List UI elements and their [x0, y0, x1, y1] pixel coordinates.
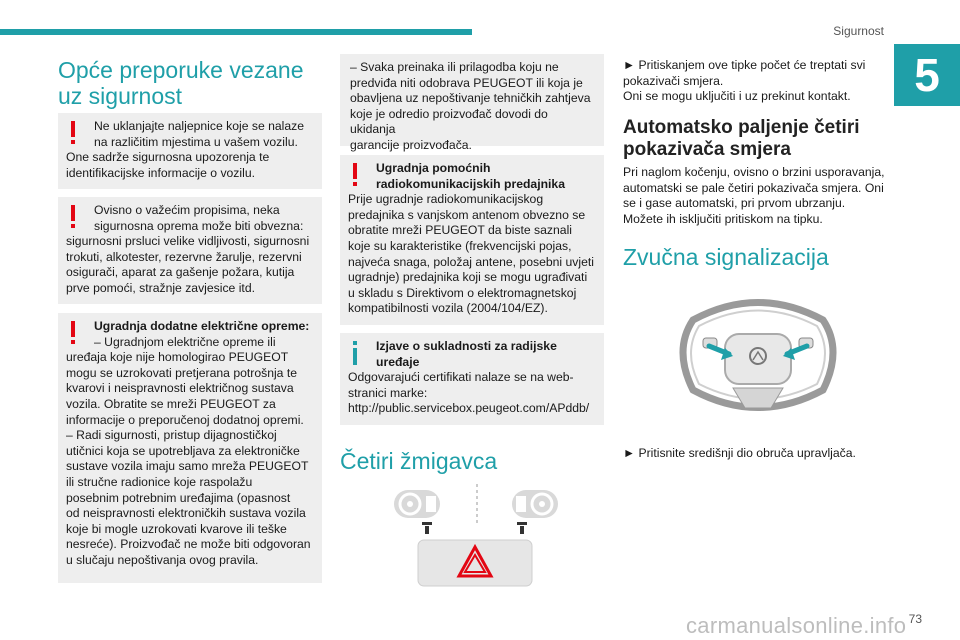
text-line: sustave vozila imaju samo mreža PEUGEOT: [66, 459, 309, 474]
text-line: Ugradnja dodatne električne opreme:: [94, 319, 310, 333]
steering-wheel-icon: [683, 303, 833, 409]
info-box-conformity: [340, 333, 604, 425]
text-line: u skladu s Direktivom o elektromagnetskoj: [348, 285, 577, 300]
text-line: Ovisno o važećim propisima, neka: [94, 203, 280, 217]
steering-wheel-icon: [512, 490, 558, 518]
title-line: Opće preporuke vezane: [58, 57, 304, 83]
text-line: ili stručne radionice koje raspolažu: [66, 474, 253, 489]
title-line: uz sigurnost: [58, 83, 183, 109]
text-line: na različitim mjestima u vašem vozilu.: [94, 134, 298, 149]
text-line: ► Pritiskanjem ove tipke počet će treptati svi: [623, 58, 866, 72]
section-title-horn: Zvučna signalizacija: [623, 244, 829, 270]
header-accent-bar: [0, 29, 472, 35]
text-line: Možete ih isključiti pritiskom na tipku.: [623, 211, 823, 226]
title-line: pokazivača smjera: [623, 139, 791, 160]
text-line: uređaje: [376, 354, 420, 369]
text-line: informacije o preporučenoj dodatnoj opremi.: [66, 412, 304, 427]
text-line: garancije proizvođača.: [350, 137, 472, 152]
warning-box-equipment: [58, 197, 322, 304]
text-line: Oni se mogu uključiti i uz prekinut kontakt.: [623, 89, 851, 104]
text-line: Ugradnja pomoćnih: [376, 161, 491, 175]
text-line: automatski se pale četiri pokazivača smjera. Oni: [623, 180, 884, 195]
text-line: posebnim potrebnim uređajima (opasnost: [66, 490, 291, 505]
warning-box-radio-transmitters: [340, 155, 604, 325]
auto-hazard-paragraph: [623, 165, 887, 227]
text-line: Prije ugradnje radiokomunikacijskog: [348, 192, 544, 207]
text-line: koje bi mogle uzrokovati kvarove ili teške: [66, 521, 287, 536]
section-title-auto-hazard: [623, 117, 887, 161]
text-line: radiokomunikacijskih predajnika: [376, 176, 565, 191]
warning-box-modification: [340, 54, 604, 152]
text-line: predajnika s vanjskom antenom obvezno se: [348, 207, 586, 222]
text-line: trokuti, alkotester, rezervne žarulje, rezervni: [66, 249, 302, 264]
text-line: Ne uklanjajte naljepnice koje se nalaze: [94, 119, 305, 133]
text-line: uređaja koje nije homologirao PEUGEOT: [66, 350, 289, 365]
warning-exclamation-icon: [68, 321, 78, 345]
section-name: Sigurnost: [833, 24, 884, 38]
section-title-general: [58, 57, 328, 109]
text-line: kompatibilnosti vozila (2004/104/EZ).: [348, 301, 548, 316]
text-line: mogu se uzrokovati pretjerana potrošnja te: [66, 365, 298, 380]
horn-paragraph: ► Pritisnite središnji dio obruča upravljača.: [623, 446, 856, 460]
section-title-hazard: Četiri žmigavca: [340, 448, 498, 474]
text-line: – Svaka preinaka ili prilagodba koju ne: [350, 60, 559, 74]
text-line: najveća snaga, položaj antene, posebni uvjeti: [348, 254, 594, 269]
info-icon: [350, 341, 360, 365]
warning-exclamation-icon: [350, 163, 360, 187]
page-number: 73: [908, 612, 922, 626]
text-line: utičnici koja se upotrebljava za elektroničke: [66, 443, 300, 458]
text-line: – Radi sigurnosti, pristup dijagnostičkoj: [66, 428, 277, 443]
warning-exclamation-icon: [68, 121, 78, 145]
text-line: obratite mreži PEUGEOT da biste saznali: [348, 223, 572, 238]
chapter-tab: 5: [894, 44, 960, 106]
text-line: http://public.servicebox.peugeot.com/APddb/: [348, 401, 590, 416]
text-line: ugradnje) predajnika koji se mogu ugrađivati: [348, 270, 588, 285]
text-line: osigurači, aparat za gašenje požara, kutija: [66, 265, 295, 280]
text-line: Odgovarajući certifikati nalaze se na web-: [348, 370, 574, 385]
title-line: Automatsko paljenje četiri: [623, 117, 860, 138]
text-line: sigurnosna oprema može biti obvezna:: [94, 218, 304, 233]
warning-box-electrical: [58, 313, 322, 583]
text-line: nesreće). Proizvođač ne može biti odgovoran: [66, 537, 311, 552]
warning-exclamation-icon: [68, 205, 78, 229]
steering-wheel-illustration: [673, 290, 843, 420]
text-line: koje je odredio proizvođač dovodi do ukidanja: [350, 106, 548, 137]
text-line: koje su karakteristike (frekvencijski pojas,: [348, 238, 572, 253]
watermark: carmanualsonline.info: [686, 613, 907, 638]
text-line: prve pomoći, stražnje zavjesice itd.: [66, 280, 255, 295]
text-line: vozila. Obratite se mreži PEUGEOT za: [66, 396, 276, 411]
text-line: se i gase automatski, pri prvom ubrzanju.: [623, 196, 846, 211]
text-line: pokazivači smjera.: [623, 73, 724, 88]
warning-box-labels: [58, 113, 322, 189]
text-line: sigurnosni prsluci velike vidljivosti, sigurnosni: [66, 234, 310, 249]
text-line: u slučaju nepoštivanja ovog pravila.: [66, 552, 259, 567]
text-line: identifikacijske informacije o vozilu.: [66, 165, 255, 180]
text-line: kvarovi i neispravnosti električnog sustava: [66, 381, 294, 396]
hazard-warning-illustration: [392, 482, 562, 588]
steering-wheel-icon: [394, 490, 440, 518]
text-line: One sadrže sigurnosna upozorenja te: [66, 150, 270, 165]
text-line: Izjave o sukladnosti za radijske: [376, 339, 557, 353]
hazard-paragraph: [623, 58, 887, 105]
text-line: Pri naglom kočenju, ovisno o brzini usporavanja,: [623, 165, 885, 179]
text-line: – Ugradnjom električne opreme ili: [94, 334, 276, 349]
text-line: predviđa niti odobrava PEUGEOT ili koja je: [350, 75, 583, 90]
text-line: od neispravnosti elektroničkih sustava vozila: [66, 506, 306, 521]
text-line: stranici marke:: [348, 385, 428, 400]
text-line: obavljena uz nepoštivanje tehničkih zahtjeva: [350, 91, 591, 106]
